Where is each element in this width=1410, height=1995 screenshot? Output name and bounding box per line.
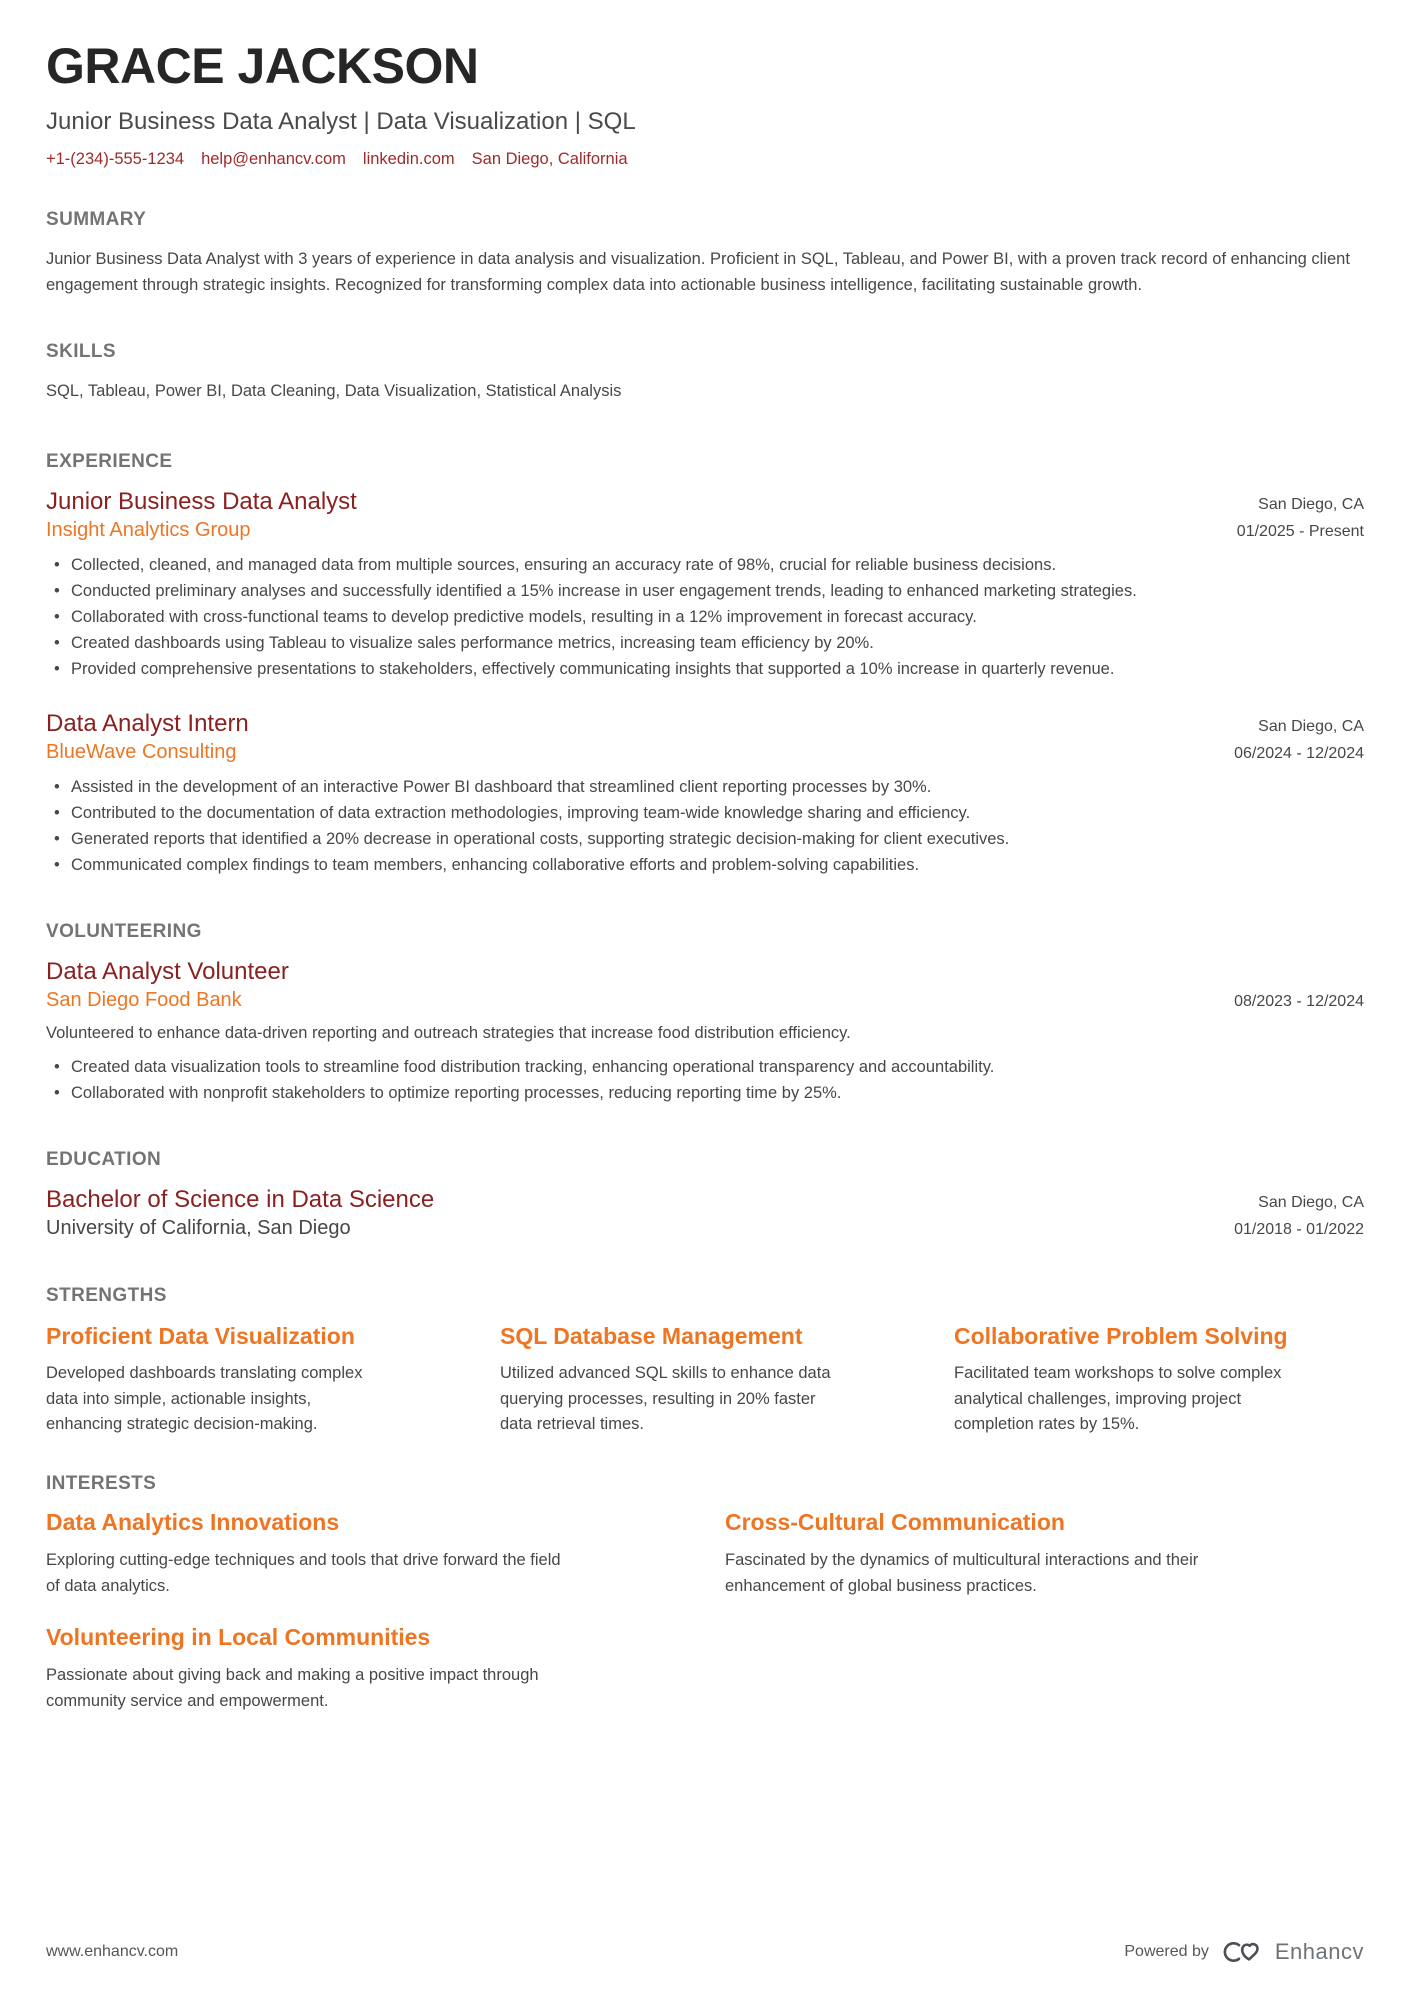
strength-text: Utilized advanced SQL skills to enhance data querying processes, resulting in 20% faster data retrieval times. [500,1364,831,1433]
entry-subheader [46,987,1364,1014]
enhancv-site-link[interactable]: www.enhancv.com [46,1943,179,1960]
school-name: University of California, San Diego [46,1217,351,1239]
page-footer [46,1939,1364,1965]
candidate-name: GRACE JACKSON [46,38,479,94]
interest-text: Passionate about giving back and making a positive impact through community service and empowerment. [46,1665,539,1710]
interest-card [46,1623,685,1714]
job-location: San Diego, CA [1258,718,1364,735]
strength-text: Facilitated team workshops to solve complex analytical challenges, improving project completion rates by 15%. [954,1364,1282,1433]
strength-card [954,1322,1364,1438]
entry-subheader [46,517,1364,544]
enhancv-wordmark: Enhancv [1274,1939,1364,1964]
degree-title: Bachelor of Science in Data Science [46,1186,435,1213]
summary-heading: SUMMARY [46,209,147,230]
enhancv-logo-link[interactable] [1221,1939,1364,1965]
skills-section [46,298,1364,404]
interest-text: Exploring cutting-edge techniques and tools that drive forward the field of data analytics. [46,1550,561,1595]
experience-section [46,404,1364,878]
education-heading: EDUCATION [46,1149,162,1170]
job-bullet: • Collected, cleaned, and managed data from multiple sources, ensuring an accuracy rate of 98%, crucial for reliable business decisions. [46,552,1364,578]
summary-section [46,170,1364,298]
job-bullet: • Generated reports that identified a 20% decrease in operational costs, supporting strategic decision-making for client executives. [46,826,1364,852]
summary-text: Junior Business Data Analyst with 3 years of experience in data analysis and visualization. Proficient in SQL, Tableau, and Power BI, with a proven track record of enhancing client engagement through strategic insights. Recognized for transforming complex data into actionable business intelligence, facilitating sustainable growth. [46,250,1350,294]
job-bullet-list [46,552,1364,682]
phone-number: +1-(234)-555-1234 [46,150,185,168]
interest-title: Data Analytics Innovations [46,1508,340,1535]
interest-card [46,1508,685,1599]
job-dates: 01/2025 - Present [1236,523,1364,540]
strengths-grid [46,1322,1364,1438]
job-bullet: • Communicated complex findings to team members, enhancing collaborative efforts and problem-solving capabilities. [46,852,1364,878]
interests-grid [46,1508,1364,1714]
strength-title: Proficient Data Visualization [46,1323,355,1349]
volunteer-title: Data Analyst Volunteer [46,958,289,985]
resume-header [46,40,1364,170]
entry-subheader [46,1215,1364,1242]
company-name: Insight Analytics Group [46,519,251,541]
job-title: Junior Business Data Analyst [46,488,357,515]
skills-heading: SKILLS [46,341,116,362]
company-name: BlueWave Consulting [46,741,237,763]
education-entry [46,1184,1364,1242]
interest-card [725,1508,1364,1599]
strength-card [46,1322,456,1438]
location-text: San Diego, California [471,150,628,168]
education-location: San Diego, CA [1258,1194,1364,1211]
job-bullet-list [46,774,1364,878]
strength-title: SQL Database Management [500,1323,803,1349]
interest-title: Cross-Cultural Communication [725,1508,1065,1535]
job-bullet: • Created dashboards using Tableau to visualize sales performance metrics, increasing team efficiency by 20%. [46,630,1364,656]
job-dates: 06/2024 - 12/2024 [1234,745,1364,762]
job-bullet: • Collaborated with cross-functional teams to develop predictive models, resulting in a 12% improvement in forecast accuracy. [46,604,1364,630]
job-bullet: • Contributed to the documentation of data extraction methodologies, improving team-wide knowledge sharing and efficiency. [46,800,1364,826]
strengths-heading: STRENGTHS [46,1285,167,1306]
contact-row [46,148,1364,170]
powered-by-block [1124,1939,1364,1965]
strength-card [500,1322,910,1438]
job-bullet: • Conducted preliminary analyses and successfully identified a 15% increase in user engagement trends, leading to enhanced marketing strategies. [46,578,1364,604]
entry-header [46,708,1364,739]
enhancv-logo-icon [1221,1939,1267,1965]
volunteering-section [46,878,1364,1106]
skills-list: SQL, Tableau, Power BI, Data Cleaning, Data Visualization, Statistical Analysis [46,382,622,400]
linkedin-link[interactable]: linkedin.com [362,150,455,168]
entry-header [46,486,1364,517]
strength-text: Developed dashboards translating complex data into simple, actionable insights, enhancing strategic decision-making. [46,1364,363,1433]
interests-section [46,1438,1364,1714]
experience-entry [46,708,1364,878]
strengths-section [46,1242,1364,1438]
strength-title: Collaborative Problem Solving [954,1323,1288,1349]
email-link[interactable]: help@enhancv.com [201,150,346,168]
job-bullet: • Assisted in the development of an interactive Power BI dashboard that streamlined client reporting processes by 30%. [46,774,1364,800]
volunteer-bullet: • Created data visualization tools to streamline food distribution tracking, enhancing operational transparency and accountability. [46,1054,1364,1080]
volunteer-org: San Diego Food Bank [46,989,242,1011]
volunteer-description: Volunteered to enhance data-driven reporting and outreach strategies that increase food distribution efficiency. [46,1024,851,1042]
interest-title: Volunteering in Local Communities [46,1623,431,1650]
interests-heading: INTERESTS [46,1472,157,1494]
entry-subheader [46,739,1364,766]
education-dates: 01/2018 - 01/2022 [1234,1221,1364,1238]
candidate-headline: Junior Business Data Analyst | Data Visualization | SQL [46,108,636,135]
interest-text: Fascinated by the dynamics of multicultural interactions and their enhancement of global business practices. [725,1550,1199,1595]
job-location: San Diego, CA [1258,496,1364,513]
job-bullet: • Provided comprehensive presentations to stakeholders, effectively communicating insights that supported a 10% increase in quarterly revenue. [46,656,1364,682]
powered-by-label: Powered by [1124,1943,1209,1960]
entry-header [46,956,1364,987]
experience-entry [46,486,1364,682]
volunteer-bullet: • Collaborated with nonprofit stakeholders to optimize reporting processes, reducing reporting time by 25%. [46,1080,1364,1106]
volunteer-dates: 08/2023 - 12/2024 [1234,993,1364,1010]
volunteer-bullet-list [46,1054,1364,1106]
experience-heading: EXPERIENCE [46,451,173,472]
job-title: Data Analyst Intern [46,710,249,737]
volunteering-heading: VOLUNTEERING [46,921,202,942]
entry-header [46,1184,1364,1215]
education-section [46,1106,1364,1242]
volunteering-entry [46,956,1364,1106]
